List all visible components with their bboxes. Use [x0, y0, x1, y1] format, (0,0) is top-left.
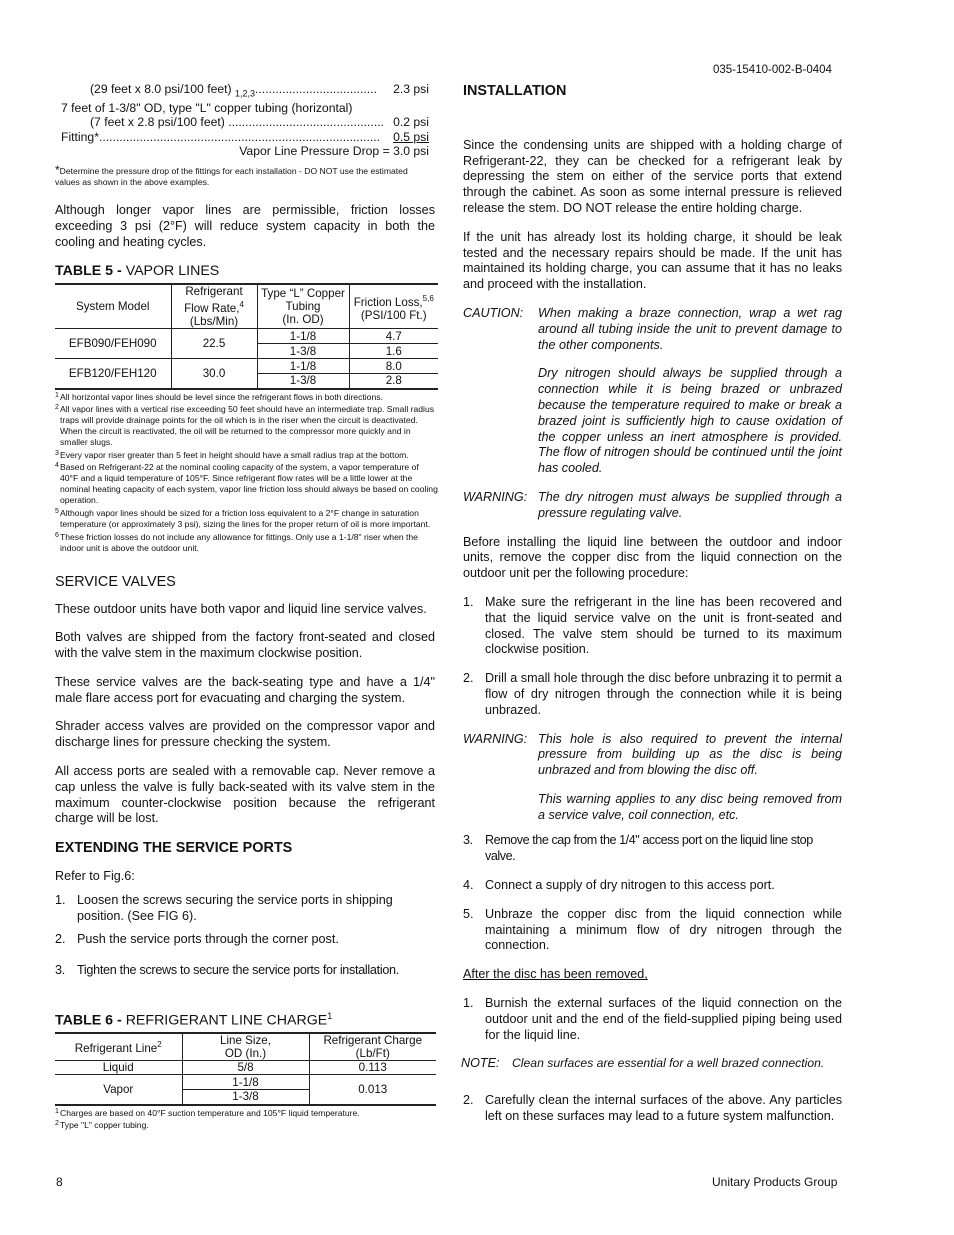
- table-row: Vapor 1-1/8 0.013: [55, 1075, 436, 1090]
- service-valves-heading: SERVICE VALVES: [55, 573, 176, 590]
- footnote: 4 Based on Refrigerant-22 at the nominal cooling capacity of the system, a vapor temperature of 40°F and a liquid temperature of 105°F. Since refrigerant flow rates will be a little lower at the nominal heating capacity of each system, vapor line friction loss should always be based on cooling operation.: [55, 461, 438, 505]
- calc-line-2: 7 feet of 1-3/8" OD, type "L" copper tubing (horizontal): [61, 100, 353, 115]
- list-item: 1. Burnish the external surfaces of the liquid connection on the outdoor unit and the end of the field-supplied piping being used for the liquid line.: [463, 996, 842, 1042]
- document-number: 035-15410-002-B-0404: [713, 64, 832, 76]
- calc-total: Vapor Line Pressure Drop = 3.0 psi: [239, 144, 429, 159]
- header-tubing: Type “L” Copper Tubing (In. OD): [257, 284, 349, 328]
- refrigerant-charge-table: [55, 1032, 436, 1106]
- footnote: 6 These friction losses do not include any allowance for fittings. Only use a 1-1/8" riser when the indoor unit is above the outdoor unit.: [55, 531, 418, 553]
- table-row: 1-3/8 2.8: [55, 374, 438, 389]
- service-valves-para: These service valves are the back-seating type and have a 1/4" male flare access port for evacuating and charging the system.: [55, 674, 435, 705]
- footnote: 2 All vapor lines with a vertical rise exceeding 50 feet should have an intermediate trap. Small radius traps will provide drainage points for the oil which is in the riser when the circuit is deactivated. When the circuit is reactivated, the oil will be returned to the compressor more quickly and in smaller slugs.: [55, 403, 435, 447]
- installation-para: Before installing the liquid line between the outdoor and indoor units, remove the copper disc from the liquid connection on the outdoor unit per the following procedure:: [463, 534, 842, 581]
- table-row: 1-3/8: [55, 1090, 436, 1105]
- header-line-size: Line Size, OD (In.): [182, 1033, 309, 1061]
- header-system-model: System Model: [55, 284, 171, 328]
- footnote: 1 Charges are based on 40°F suction temperature and 105°F liquid temperature.: [55, 1107, 360, 1118]
- table-row: EFB120/FEH120 30.0 1-1/8 8.0: [55, 359, 438, 374]
- calc-line-1: (29 feet x 8.0 psi/100 feet) $_{1,2,3}$.................................... 2.3 psi: [90, 82, 429, 99]
- table-row: EFB090/FEH090 22.5 1-1/8 4.7: [55, 329, 438, 344]
- table-row: 1-3/8 1.6: [55, 344, 438, 359]
- service-valves-para: Both valves are shipped from the factory front-seated and closed with the valve stem in the maximum clockwise position.: [55, 630, 435, 661]
- service-valves-para: These outdoor units have both vapor and liquid line service valves.: [55, 601, 427, 616]
- footnote: 3 Every vapor riser greater than 5 feet in height should have a small radius trap at the bottom.: [55, 449, 409, 460]
- list-item: 3. Remove the cap from the 1/4" access port on the liquid line stop valve.: [463, 833, 813, 864]
- footnote: 1 All horizontal vapor lines should be level since the refrigerant flows in both directions.: [55, 391, 383, 402]
- extending-ports-heading: EXTENDING THE SERVICE PORTS: [55, 840, 293, 857]
- footnote: 2 Type "L" copper tubing.: [55, 1119, 149, 1130]
- list-item: 1. Loosen the screws securing the service ports in shipping position. (See FIG 6).: [55, 892, 393, 923]
- table5-footnotes: [55, 392, 438, 554]
- list-item: 1. Make sure the refrigerant in the line has been recovered and that the liquid service valve on the unit is front-seated and closed. The valve stem should be turned to its maximum clockwise position.: [463, 594, 842, 657]
- list-item: 2. Carefully clean the internal surfaces of the above. Any particles left on these surfaces may lead to a future system malfunction.: [463, 1093, 842, 1124]
- vapor-lines-table: [55, 283, 438, 389]
- left-column: [55, 82, 437, 1131]
- header-friction-loss: Friction Loss,$^{5,6}$ (PSI/100 Ft.): [349, 284, 438, 328]
- right-column: [463, 84, 842, 1125]
- service-valves-para: Shrader access valves are provided on the compressor vapor and discharge lines for pressure checking the system.: [55, 719, 435, 750]
- header-refrigerant-charge: Refrigerant Charge (Lb/Ft): [309, 1033, 436, 1061]
- pressure-calc: [55, 82, 437, 159]
- extending-intro: Refer to Fig.6:: [55, 869, 135, 884]
- warning-block: WARNING: This hole is also required to prevent the internal pressure from building up as the disc is being unbrazed and from blowing the disc off. This warning applies to any disc being removed from a service valve, coil connection, etc.: [463, 731, 842, 822]
- list-item: 4. Connect a supply of dry nitrogen to this access port.: [463, 878, 775, 893]
- list-item: 2. Push the service ports through the corner post.: [55, 932, 339, 947]
- vapor-line-paragraph: Although longer vapor lines are permissible, friction losses exceeding 3 psi (2°F) will reduce system capacity in both the cooling and heating cycles.: [55, 202, 435, 250]
- page-number: 8: [56, 1175, 63, 1189]
- table-row: Liquid 5/8 0.113: [55, 1061, 436, 1075]
- header-flow-rate: Refrigerant Flow Rate,$^4$ (Lbs/Min): [171, 284, 257, 328]
- after-removed-heading: After the disc has been removed,: [463, 967, 648, 982]
- installation-para: Since the condensing units are shipped with a holding charge of Refrigerant-22, they can be checked for a refrigerant leak by depressing the stem on either of the service ports that extend through the cabinet. As soon as some internal pressure is relieved release the stem. DO NOT release the entire holding charge.: [463, 137, 842, 215]
- list-item: 2. Drill a small hole through the disc before unbrazing it to permit a flow of dry nitrogen through the connection while it is being unbrazed.: [463, 671, 842, 717]
- service-valves-para: All access ports are sealed with a removable cap. Never remove a cap unless the valve is fully back-seated with its valve stem in the maximum counter-clockwise position because the refrigerant charge will be lost.: [55, 764, 435, 826]
- table6-footnotes: [55, 1108, 438, 1131]
- calc-line-4: Fitting*................................................................................... 0.5 psi: [61, 129, 429, 144]
- table5-title: TABLE 5 - VAPOR LINES: [55, 262, 220, 279]
- table6-title: TABLE 6 - REFRIGERANT LINE CHARGE$^1$: [55, 1011, 333, 1029]
- fitting-note: *Determine the pressure drop of the fittings for each installation - DO NOT use the estimated values as shown in the above examples.: [55, 162, 408, 187]
- company-name: Unitary Products Group: [712, 1175, 838, 1189]
- installation-para: If the unit has already lost its holding charge, it should be leak tested and the necessary repairs should be made. If the unit has maintained its holding charge, you can assume that it has no leaks and proceed with the installation.: [463, 229, 842, 292]
- list-item: 3. Tighten the screws to secure the service ports for installation.: [55, 963, 399, 978]
- caution-block: CAUTION: When making a braze connection, wrap a wet rag around all tubing inside the unit to prevent damage to the other components. Dry nitrogen should always be supplied through a connection while it is being brazed or unbrazed because the temperature required to make or break a brazed joint is sufficiently high to cause oxidation of the copper unless an inert atmosphere is provided. The flow of nitrogen should be continued until the joint has cooled.: [463, 305, 842, 476]
- list-item: 5. Unbraze the copper disc from the liquid connection while maintaining a minimum flow of dry nitrogen through the connection.: [463, 906, 842, 953]
- warning-block: WARNING: The dry nitrogen must always be supplied through a pressure regulating valve.: [463, 489, 842, 520]
- header-refrigerant-line: Refrigerant Line$^2$: [55, 1033, 182, 1061]
- calc-line-3: (7 feet x 2.8 psi/100 feet) .............................................. 0.2 psi: [90, 115, 429, 130]
- installation-heading: INSTALLATION: [463, 83, 567, 99]
- note-block: NOTE: Clean surfaces are essential for a well brazed connection.: [461, 1056, 825, 1071]
- footnote: 5 Although vapor lines should be sized for a friction loss equivalent to a 2°F change in saturation temperature (or approximately 3 psi), sizing the lines for the proper return of oil is more important.: [55, 507, 431, 529]
